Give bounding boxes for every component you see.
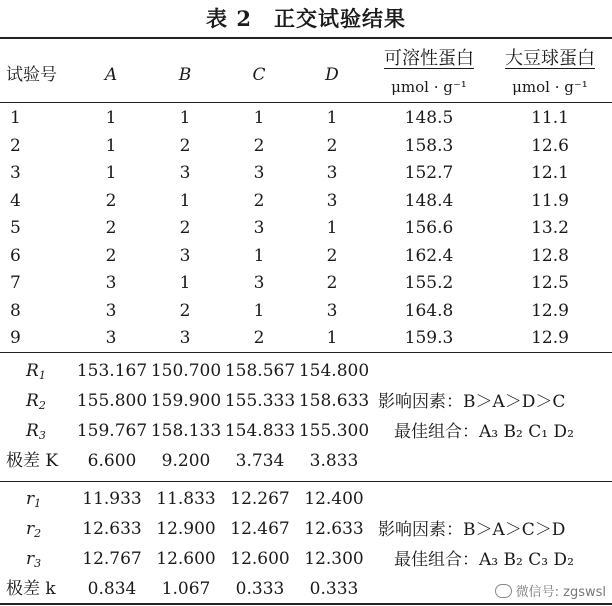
row-label-subscript: 1: [38, 369, 46, 382]
cell-trial-no: 9: [10, 328, 21, 348]
cell-trial-no: 3: [10, 163, 21, 183]
range-label: 极差 K: [6, 451, 59, 471]
range-value: 158.633: [298, 391, 370, 411]
range-diff-value: 3.833: [309, 451, 359, 471]
row-label-letter: R: [26, 391, 39, 411]
range-value: 154.800: [298, 361, 370, 381]
best-combination: 最佳组合：A₃ B₂ C₁ D₂: [394, 422, 574, 442]
range-value: 12.633: [304, 519, 364, 539]
cell-soluble-value: 162.4: [404, 245, 454, 266]
cell-soy-value: 12.9: [531, 300, 569, 321]
cell-factor-b: 1: [179, 190, 191, 211]
header-trial-no: 试验号: [6, 65, 57, 85]
row-label-letter: r: [26, 519, 35, 539]
section1-rule: [0, 352, 612, 353]
range-value: 12.600: [156, 549, 216, 569]
best-combination: 最佳组合：A₃ B₂ C₃ D₂: [394, 550, 574, 570]
cell-factor-a: 2: [105, 245, 117, 266]
header-soy-globulin: 大豆球蛋白: [505, 48, 595, 69]
cell-soy-value: 12.8: [531, 245, 569, 266]
cell-factor-d: 2: [326, 273, 338, 293]
cell-soy-value: 13.2: [531, 218, 569, 238]
cell-soluble-value: 148.4: [404, 190, 454, 211]
cell-factor-b: 1: [179, 273, 191, 293]
cell-factor-d: 1: [326, 108, 338, 128]
cell-trial-no: 6: [10, 245, 21, 266]
row-label: [26, 420, 56, 447]
header-d: D: [325, 65, 339, 85]
range-value: 153.167: [76, 361, 148, 381]
row-label-subscript: 2: [34, 527, 42, 540]
table-title: 表 2 正交试验结果: [206, 6, 406, 31]
range-value: 12.467: [230, 519, 290, 539]
cell-soy-value: 12.1: [531, 163, 569, 183]
cell-trial-no: 5: [10, 218, 21, 238]
cell-factor-b: 3: [179, 163, 191, 183]
range-diff-value: 0.333: [309, 579, 359, 599]
range-diff-value: 3.734: [235, 451, 285, 471]
range-value: 158.133: [150, 421, 222, 441]
range-diff-value: 0.834: [87, 579, 137, 599]
range-value: 158.567: [224, 361, 296, 381]
cell-factor-c: 2: [253, 328, 265, 348]
range-value: 11.833: [156, 489, 216, 509]
row-label: [26, 548, 56, 575]
range-diff-value: 9.200: [161, 451, 211, 471]
cell-factor-d: 2: [326, 245, 338, 266]
range-value: 12.600: [230, 549, 290, 569]
cell-soluble-value: 152.7: [404, 163, 454, 183]
row-label-letter: r: [26, 549, 35, 569]
cell-soy-value: 12.9: [531, 328, 569, 348]
range-value: 11.933: [82, 489, 142, 509]
row-label-letter: r: [26, 489, 35, 509]
cell-soluble-value: 155.2: [404, 273, 454, 293]
range-value: 159.900: [150, 391, 222, 411]
cell-trial-no: 2: [10, 135, 21, 156]
cell-factor-d: 2: [326, 135, 338, 156]
influence-order: 影响因素：B＞A＞D＞C: [378, 392, 566, 412]
cell-factor-a: 2: [105, 218, 117, 238]
cell-factor-c: 1: [253, 108, 265, 128]
range-value: 12.633: [82, 519, 142, 539]
cell-factor-a: 3: [105, 300, 117, 321]
cell-factor-c: 2: [253, 135, 265, 156]
cell-soy-value: 12.6: [531, 135, 569, 156]
cell-soy-value: 11.1: [531, 108, 569, 128]
watermark-text: 微信号: zgswsl: [515, 585, 606, 600]
cell-factor-b: 1: [179, 108, 191, 128]
range-label: 极差 k: [6, 579, 56, 599]
cell-factor-b: 2: [179, 218, 191, 238]
cell-factor-b: 3: [179, 245, 191, 266]
row-label: [26, 488, 56, 515]
range-diff-value: 6.600: [87, 451, 137, 471]
header-soy-unit: μmol · g⁻¹: [512, 78, 588, 96]
cell-trial-no: 7: [10, 273, 21, 293]
range-value: 12.400: [304, 489, 364, 509]
row-label-subscript: 1: [34, 497, 42, 510]
cell-soy-value: 12.5: [531, 273, 569, 293]
cell-factor-c: 3: [253, 218, 265, 238]
cell-soluble-value: 156.6: [404, 218, 454, 238]
cell-factor-d: 3: [326, 163, 338, 183]
range-value: 155.300: [298, 421, 370, 441]
cell-trial-no: 1: [10, 108, 21, 128]
row-label-subscript: 3: [34, 557, 42, 570]
top-rule: [0, 37, 612, 39]
bottom-rule: [0, 603, 612, 605]
cell-soluble-value: 148.5: [404, 108, 454, 128]
range-value: 150.700: [150, 361, 222, 381]
range-diff-value: 1.067: [161, 579, 211, 599]
header-rule: [0, 102, 612, 103]
cell-factor-d: 3: [326, 190, 338, 211]
range-value: 12.900: [156, 519, 216, 539]
cell-factor-a: 1: [105, 163, 117, 183]
row-label-letter: R: [26, 421, 39, 441]
cell-factor-d: 1: [326, 218, 338, 238]
header-b: B: [178, 65, 192, 85]
header-soluble-protein: 可溶性蛋白: [384, 48, 474, 69]
cell-soluble-value: 159.3: [404, 328, 454, 348]
range-value: 12.300: [304, 549, 364, 569]
cell-factor-a: 2: [105, 190, 117, 211]
cell-factor-d: 3: [326, 300, 338, 321]
cell-trial-no: 8: [10, 300, 21, 321]
wechat-icon: [495, 584, 512, 598]
range-value: 155.800: [76, 391, 148, 411]
range-value: 12.267: [230, 489, 290, 509]
cell-factor-d: 1: [326, 328, 338, 348]
cell-factor-a: 3: [105, 273, 117, 293]
cell-factor-c: 3: [253, 163, 265, 183]
section2-rule: [0, 481, 612, 482]
cell-trial-no: 4: [10, 190, 21, 211]
range-value: 154.833: [224, 421, 296, 441]
cell-factor-c: 1: [253, 300, 265, 321]
row-label-letter: R: [26, 361, 39, 381]
row-label-subscript: 3: [38, 429, 46, 442]
cell-factor-b: 2: [179, 135, 191, 156]
row-label: [26, 360, 56, 387]
row-label: [26, 390, 56, 417]
range-value: 155.333: [224, 391, 296, 411]
range-value: 159.767: [76, 421, 148, 441]
cell-factor-c: 3: [253, 273, 265, 293]
row-label: [26, 518, 56, 545]
cell-factor-c: 1: [253, 245, 265, 266]
cell-factor-c: 2: [253, 190, 265, 211]
cell-soy-value: 11.9: [531, 190, 569, 211]
header-a: A: [104, 65, 118, 85]
cell-factor-a: 3: [105, 328, 117, 348]
cell-factor-b: 2: [179, 300, 191, 321]
watermark: [495, 584, 606, 602]
range-value: 12.767: [82, 549, 142, 569]
influence-order: 影响因素：B＞A＞C＞D: [378, 520, 566, 540]
cell-factor-a: 1: [105, 108, 117, 128]
cell-factor-a: 1: [105, 135, 117, 156]
header-c: C: [252, 65, 266, 85]
cell-factor-b: 3: [179, 328, 191, 348]
range-diff-value: 0.333: [235, 579, 285, 599]
cell-soluble-value: 164.8: [404, 300, 454, 321]
row-label-subscript: 2: [38, 399, 46, 412]
header-soluble-unit: μmol · g⁻¹: [391, 78, 467, 96]
cell-soluble-value: 158.3: [404, 135, 454, 156]
